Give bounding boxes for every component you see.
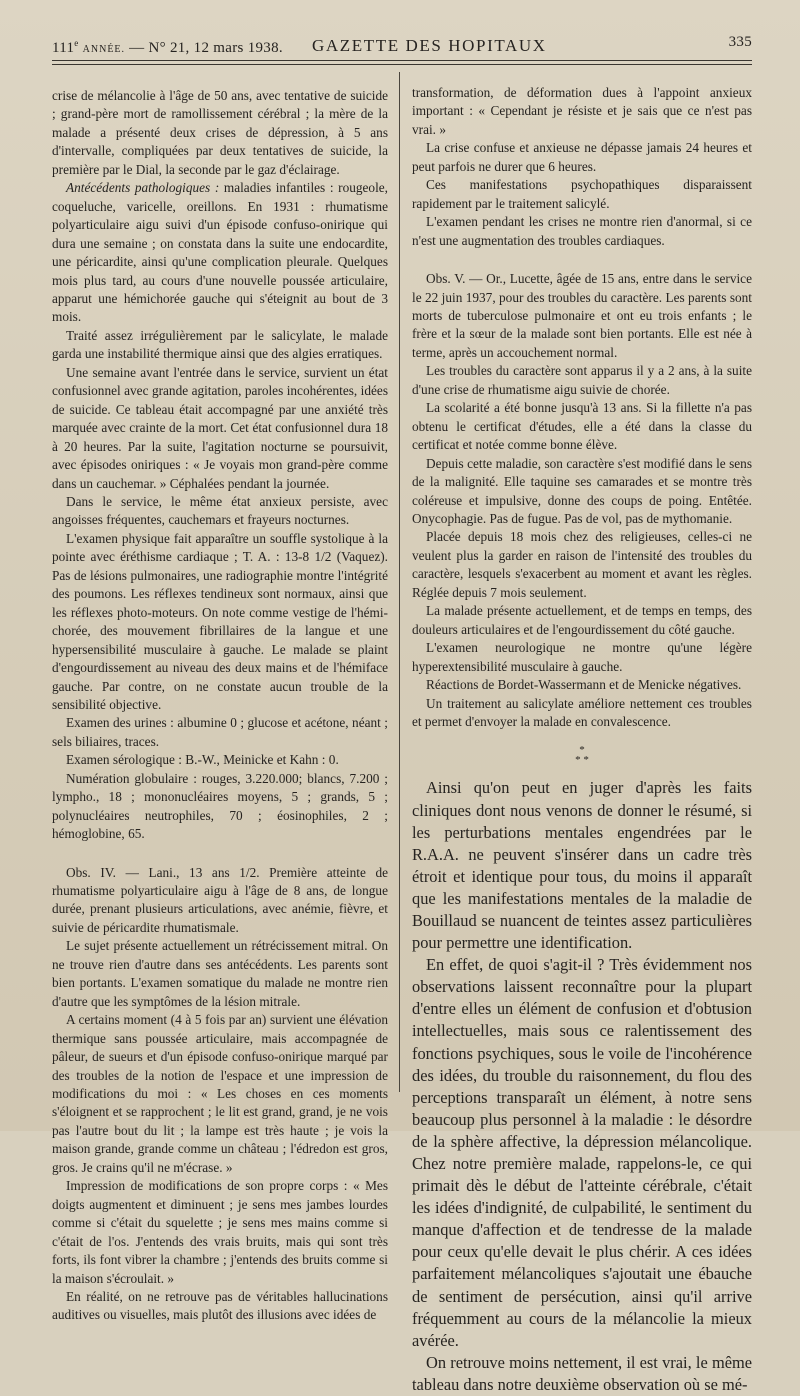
paragraph: Traité assez irrégulièrement par le salicylate, le malade garda une instabilité thermique ainsi que des algies erratiques.: [52, 327, 388, 362]
paragraph: Les troubles du caractère sont apparus il y a 2 ans, à la suite d'une crise de rhumatisme aigu suivie de chorée.: [412, 363, 752, 397]
page-number: 335: [728, 34, 752, 50]
paragraph: Examen sérologique : B.-W., Meinicke et Kahn : 0.: [66, 752, 339, 768]
separator-star-bottom: * *: [575, 754, 589, 767]
section-label: Antécédents pathologiques :: [66, 180, 220, 196]
separator-star-top: *: [579, 744, 585, 757]
header-rule: [52, 60, 752, 61]
issue-date: — N° 21, 12 mars 1938.: [129, 40, 283, 56]
paragraph: Impression de modifications de son propre corps : « Mes doigts augmentent et diminuent ; je sens mes jambes lourdes comme si c'était du squelette ; je sens mes mains comme si c'était de l'os. J'entends des vrais bruits, mais qui sont très forts, ils font vibrer la chambre ; j'entends des bruits comme si la maison s'écroulait. »: [52, 1178, 388, 1286]
paragraph: Placée depuis 18 mois chez des religieuses, celles-ci ne veulent plus la garder en raison de l'intensité des troubles du caractère, lesquels s'exacerbent au moment et avant les règles. Réglée depuis 7 mois seulement.: [412, 529, 752, 600]
paragraph: Examen des urines : albumine 0 ; glucose et acétone, néant ; sels biliaires, traces.: [52, 715, 388, 749]
paragraph: A certains moment (4 à 5 fois par an) survient une élévation thermique sans poussée articulaire, mais accompagnée de pâleur, de sueurs et d'un épisode confuso-onirique marqué par des troubles de la notion de l'espace et une impression de modifications du moi : « Les choses en ces moments s'éloignent et se rapprochent ; le lit est grand, grand, je ne vois pas l'autre bout du lit ; la lampe est très haute ; je vois la maison grande, grande comme un château ; l'édredon est gros, gros. Je crains qu'il ne m'écrase. »: [52, 1012, 388, 1175]
issue-word: ANNÉE.: [82, 44, 126, 55]
paragraph: On retrouve moins nettement, il est vrai, le même tableau dans notre deuxième observation où se mé-: [412, 1352, 752, 1394]
paragraph: L'examen pendant les crises ne montre rien d'anormal, si ce n'est une augmentation des troubles cardiaques.: [412, 214, 752, 248]
header-rule-thin: [52, 64, 752, 65]
paragraph: En réalité, on ne retrouve pas de véritables hallucinations auditives ou visuelles, mais plutôt des illusions avec idées de: [52, 1289, 388, 1323]
paragraph: L'examen neurologique ne montre qu'une légère hyperextensibilité musculaire à gauche.: [412, 640, 752, 674]
paragraph: Une semaine avant l'entrée dans le service, survient un état confusionnel avec grande agitation, paroles incohérentes, idées de suicide. Ce tableau était accompagné par une anxiété très marquée avec crainte de la mort. Cet état confusionnel dura 18 à 20 heures. Par la suite, l'agitation nocturne se poursuivit, avec épisodes oniriques : « Je voyais mon grand-père comme dans un cauchemar. » Céphalées pendant la journée.: [52, 364, 388, 491]
paragraph: Depuis cette maladie, son caractère s'est modifié dans le sens de la malignité. Elle taquine ses camarades et se montre très coléreuse et impulsive, donne des coups de poing. Entêtée. Onycophagie. Pas de fugue. Pas de vol, pas de mythomanie.: [412, 455, 752, 526]
paragraph: Ainsi qu'on peut en juger d'après les faits cliniques dont nous venons de donner le résumé, si les perturbations mentales engendrées par le R.A.A. ne peuvent s'insérer dans un cadre très étroit et identique pour tous, du moins il apparaît que les manifestations mentales de la maladie de Bouillaud se nuancent de teintes assez particulières pour permettre une identification.: [412, 778, 752, 953]
observation-heading-paragraph: Obs. V. — Or., Lucette, âgée de 15 ans, entre dans le service le 22 juin 1937, pour des troubles du caractère. Les parents sont morts de tuberculose pulmonaire et ont eu trois enfants ; le frère et la sœur de la malade sont bien portants. Elle est née à terme, après un accouchement normal.: [412, 271, 752, 360]
paragraph: La malade présente actuellement, et de temps en temps, des douleurs articulaires et de l'engourdissement du côté gauche.: [412, 603, 752, 637]
paragraph: Un traitement au salicylate améliore nettement ces troubles et permet d'envoyer la malade en convalescence.: [412, 695, 752, 729]
issue-info: [52, 38, 283, 57]
running-header: [52, 34, 752, 56]
section-separator: [412, 745, 752, 765]
paragraph: En effet, de quoi s'agit-il ? Très évidemment nos observations laissent reconnaître pour la plupart d'entre elles un élément de confusion et d'obtusion intellectuelles, mais sous ce ralentissement des fonctions psychiques, sous le voile de l'incohérence des idées, du trouble du raisonnement, du flou des perceptions transparaît un élément, à notre sens beaucoup plus personnel à la maladie : le désordre de la sphère affective, la dépression mélancolique. Chez notre première malade, rappelons-le, ce qui primait dès le début de l'atteinte cérébrale, c'était les idées d'indignité, de culpabilité, le sentiment du manque d'affection et de tendresse de la malade pour ceux qu'elle devait le plus chérir. A ces idées parfaitement mélancoliques s'ajoutait une ébauche de sentiment de persécution, ainsi qu'il arrive fréquemment au cours de la mélancolie la mieux avérée.: [412, 955, 752, 1350]
paragraph: L'examen physique fait apparaître un souffle systolique à la pointe avec éréthisme cardiaque ; T. A. : 13-8 1/2 (Vaquez). Pas de lésions pulmonaires, une radiographie montre l'intégrité des poumons. Les réflexes tendineux sont normaux, ainsi que les réflexes photo-moteurs. On note comme vestige de l'hémi-chorée, des mouvement fibrillaires de la langue et une hypersensibilité musculaire à gauche. Le malade se plaint d'engourdissement au niveau des deux mains et de l'hémiface gauche. Par contre, on ne constate aucun trouble de la sensibilité objective.: [52, 530, 388, 712]
right-column: [412, 74, 752, 1396]
paragraph: Réactions de Bordet-Wassermann et de Menicke négatives.: [426, 677, 742, 693]
observation-heading-paragraph: Obs. IV. — Lani., 13 ans 1/2. Première atteinte de rhumatisme polyarticulaire aigu à l'âge de 8 ans, de longue durée, prenant plusieurs articulations, avec anémie, fièvre, et suivie de péricardite rhumatismale.: [52, 864, 388, 935]
paragraph: La crise confuse et anxieuse ne dépasse jamais 24 heures et peut parfois ne durer que 6 heures.: [412, 140, 752, 174]
paragraph: Numération globulaire : rouges, 3.220.000; blancs, 7.200 ; lympho., 18 ; mononucléaires moyens, 5 ; grands, 5 ; polynucléaires neutrophiles, 70 ; éosinophiles, 2 ; hémoglobine, 65.: [52, 770, 388, 842]
issue-year: 111: [52, 40, 75, 56]
paragraph: [52, 179, 388, 327]
paragraph-text: maladies infantiles : rougeole, coqueluche, varicelle, oreillons. En 1931 : rhumatisme polyarticulaire aigu suivi d'un épisode confuso-onirique qui dura une semaine ; on constata dans la suite une endocardite, une péricardite, ainsi qu'une complication pleurale. Quelques mois plus tard, au cours d'une nouvelle poussée articulaire, apparut une hémichorée gauche qui s'éteignit au bout de 3 mois.: [52, 180, 388, 325]
paragraph: Ces manifestations psychopathiques disparaissent rapidement par le traitement salicylé.: [412, 177, 752, 211]
journal-title: GAZETTE DES HOPITAUX: [312, 36, 547, 55]
left-column: [52, 74, 388, 1325]
issue-sup: e: [74, 38, 79, 48]
paragraph: Dans le service, le même état anxieux persiste, avec angoisses fréquentes, cauchemars et frayeurs nocturnes.: [52, 493, 388, 528]
paragraph: transformation, de déformation dues à l'appoint anxieux important : « Cependant je résiste et je sais que ce n'est pas vrai. »: [412, 85, 752, 137]
column-divider: [399, 72, 400, 1092]
paragraph: La scolarité a été bonne jusqu'à 13 ans. Si la fillette n'a pas obtenu le certificat d'études, elle a été dans la classe du certificat et notée comme bonne élève.: [412, 400, 752, 453]
paragraph: crise de mélancolie à l'âge de 50 ans, avec tentative de suicide ; grand-père mort de ramollissement cérébral ; la mère de la malade a présenté deux crises de dépression, à 5 ans d'intervalle, compliquées par deux tentatives de suicide, la première par le Dial, la seconde par le gaz d'éclairage.: [52, 88, 388, 177]
paragraph: Le sujet présente actuellement un rétrécissement mitral. On ne trouve rien d'autre dans ses antécédents. Les parents sont bien portants. L'examen somatique du malade ne montre rien d'autre que les symptômes de la lésion mitrale.: [52, 938, 388, 1009]
